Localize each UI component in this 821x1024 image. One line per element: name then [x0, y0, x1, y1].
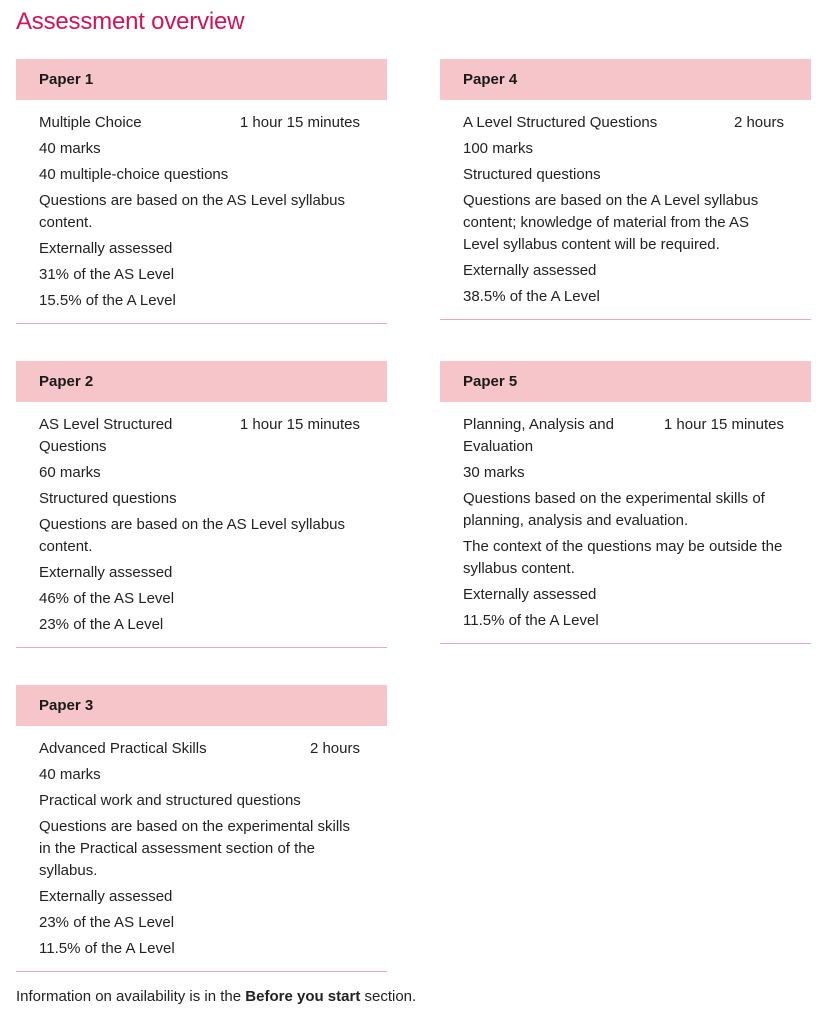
paper-detail-line: 30 marks [463, 464, 525, 481]
paper-detail-line: The context of the questions may be outside the syllabus content. [463, 538, 783, 577]
paper-detail-line: Externally assessed [39, 240, 173, 257]
paper-header: Paper 1 [16, 59, 387, 100]
paper-name: A Level Structured Questions [463, 114, 658, 131]
paper-header: Paper 5 [440, 361, 811, 402]
availability-note [16, 988, 416, 1005]
paper-title-row [39, 414, 360, 458]
paper-detail-line: Questions are based on the AS Level syllabus content. [39, 516, 346, 555]
paper-detail-line: 11.5% of the A Level [463, 612, 599, 629]
paper-detail-line: Externally assessed [463, 586, 597, 603]
paper-card [440, 59, 811, 320]
paper-detail-line: Structured questions [463, 166, 601, 183]
paper-header: Paper 4 [440, 59, 811, 100]
footer-text: Information on availability is in the [16, 988, 246, 1005]
paper-detail-line: Questions are based on the A Level syllabus content; knowledge of material from the AS Level syllabus content will be required. [463, 192, 759, 253]
before-you-start-reference: Before you start [245, 988, 361, 1005]
paper-detail-line: Externally assessed [39, 888, 173, 905]
paper-card [16, 361, 387, 648]
paper-name: Planning, Analysis and Evaluation [463, 416, 614, 455]
paper-detail-line: Practical work and structured questions [39, 792, 301, 809]
paper-details [16, 726, 387, 971]
paper-detail-line: Externally assessed [39, 564, 173, 581]
paper-name: Multiple Choice [39, 114, 142, 131]
paper-details [16, 402, 387, 647]
paper-detail-line: 40 multiple-choice questions [39, 166, 229, 183]
paper-detail-line: 31% of the AS Level [39, 266, 175, 283]
paper-title-row [463, 414, 784, 458]
paper-title-row [463, 112, 784, 134]
paper-detail-line: Questions are based on the AS Level syllabus content. [39, 192, 346, 231]
paper-card [16, 685, 387, 972]
paper-title-row [39, 112, 360, 134]
paper-detail-line: 15.5% of the A Level [39, 292, 176, 309]
paper-header: Paper 3 [16, 685, 387, 726]
paper-detail-line: Structured questions [39, 490, 177, 507]
paper-duration: 2 hours [309, 740, 360, 757]
paper-detail-line: 60 marks [39, 464, 101, 481]
page-title: Assessment overview [16, 8, 245, 35]
paper-duration: 1 hour 15 minutes [663, 416, 784, 433]
paper-card [440, 361, 811, 644]
paper-card [16, 59, 387, 324]
footer-text-end: section. [360, 988, 417, 1005]
paper-detail-line: Externally assessed [463, 262, 597, 279]
paper-details [440, 402, 811, 643]
paper-detail-line: 46% of the AS Level [39, 590, 175, 607]
paper-duration: 2 hours [733, 114, 784, 131]
paper-detail-line: 11.5% of the A Level [39, 940, 175, 957]
paper-details [440, 100, 811, 319]
paper-detail-line: 40 marks [39, 766, 101, 783]
paper-detail-line: 23% of the A Level [39, 616, 164, 633]
paper-name: Advanced Practical Skills [39, 740, 207, 757]
paper-details [16, 100, 387, 323]
paper-title-row [39, 738, 360, 760]
paper-detail-line: 40 marks [39, 140, 101, 157]
paper-detail-line: Questions are based on the experimental skills in the Practical assessment section of the syllabus. [39, 818, 351, 879]
paper-detail-line: Questions based on the experimental skills of planning, analysis and evaluation. [463, 490, 765, 529]
paper-duration: 1 hour 15 minutes [239, 416, 360, 433]
paper-detail-line: 23% of the AS Level [39, 914, 175, 931]
paper-detail-line: 38.5% of the A Level [463, 288, 600, 305]
paper-name: AS Level Structured Questions [39, 416, 173, 455]
paper-duration: 1 hour 15 minutes [239, 114, 360, 131]
paper-header: Paper 2 [16, 361, 387, 402]
paper-detail-line: 100 marks [463, 140, 534, 157]
